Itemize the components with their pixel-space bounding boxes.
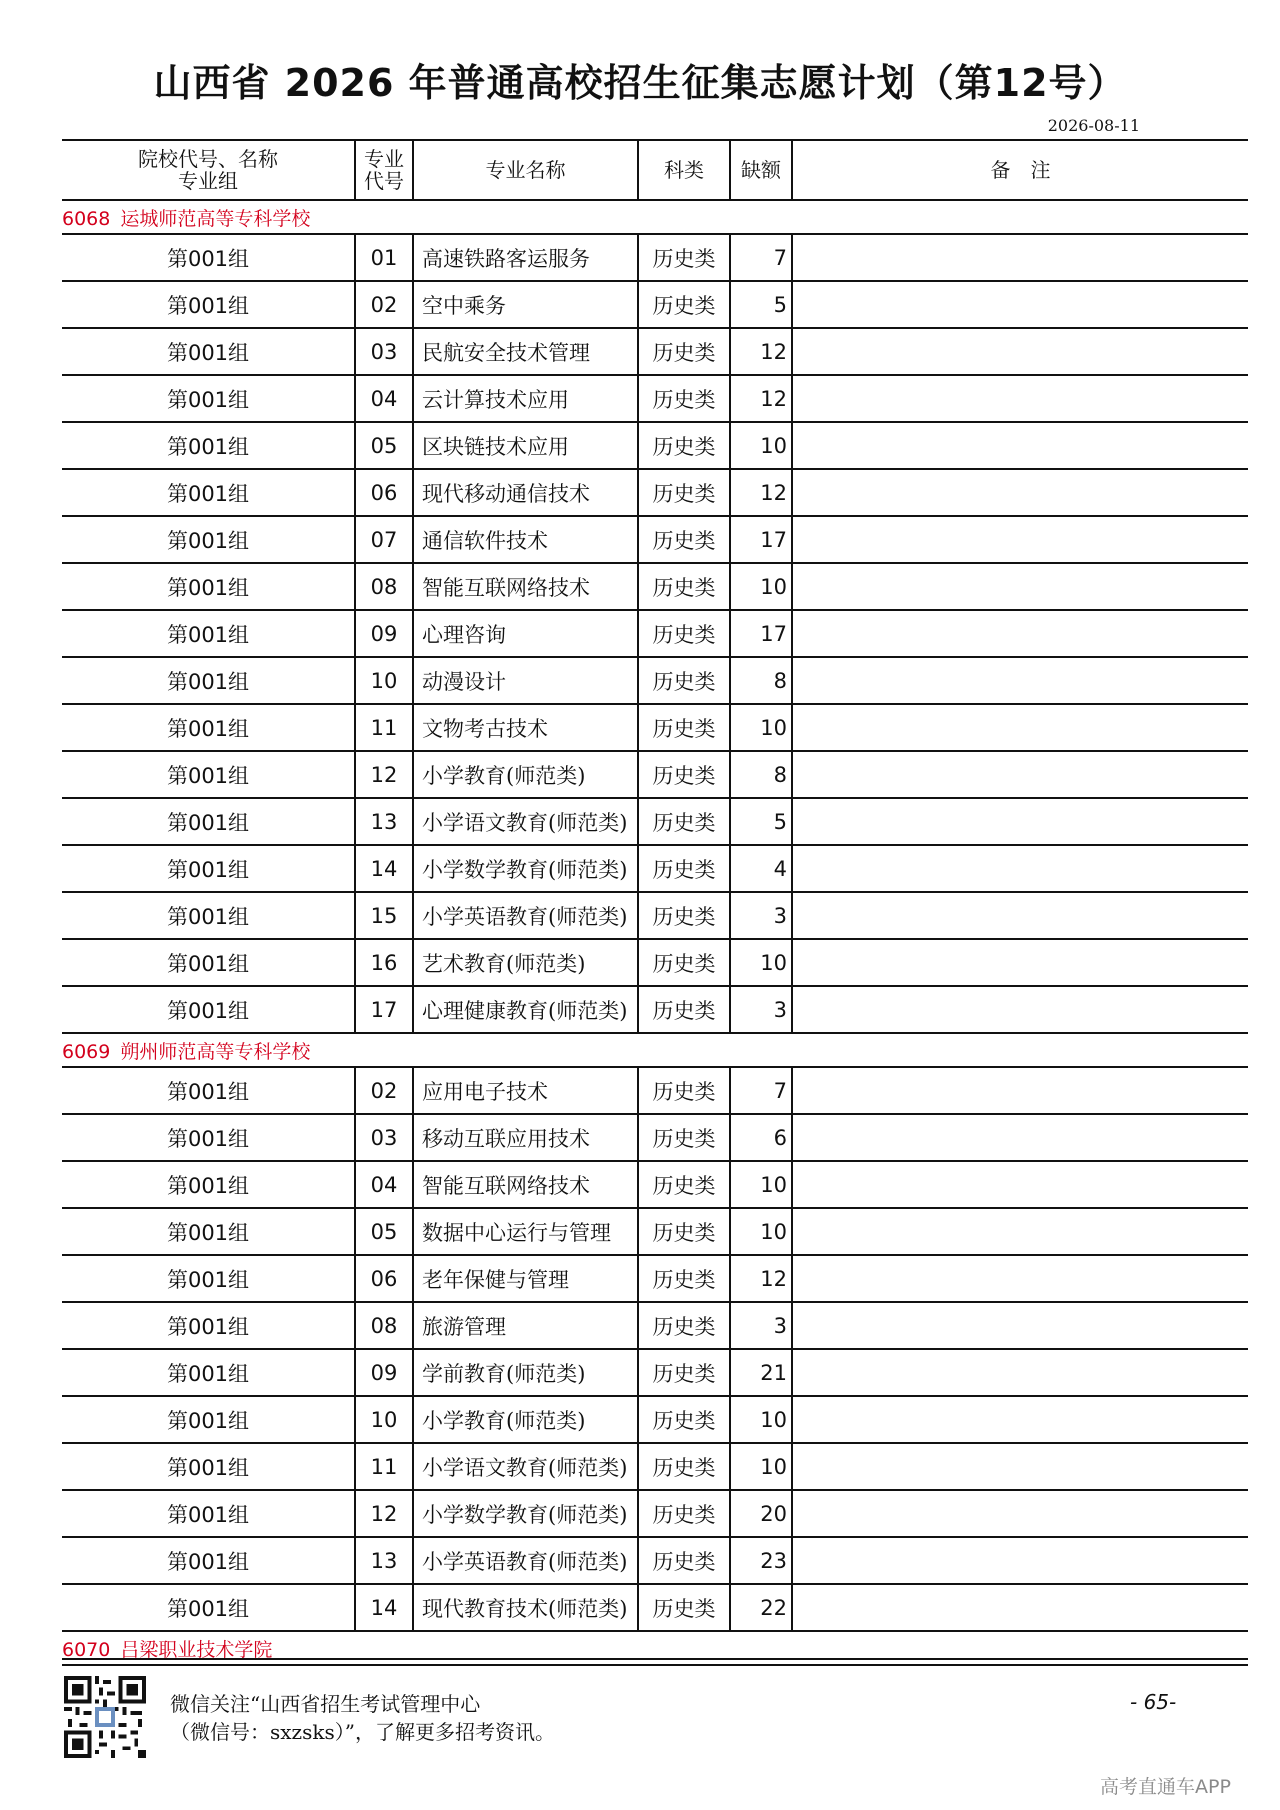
major-name-cell: 心理咨询 <box>413 610 638 657</box>
major-code-cell: 04 <box>355 375 413 422</box>
header-vacancy: 缺额 <box>730 140 792 200</box>
vacancy-cell: 20 <box>730 1490 792 1537</box>
group-cell: 第001组 <box>62 610 355 657</box>
remark-cell <box>792 281 1248 328</box>
footer-note <box>170 1690 555 1746</box>
table-row <box>62 1537 1248 1584</box>
group-cell: 第001组 <box>62 845 355 892</box>
remark-cell <box>792 892 1248 939</box>
category-cell: 历史类 <box>638 281 730 328</box>
remark-cell <box>792 516 1248 563</box>
school-header-cell <box>62 1033 1248 1067</box>
remark-cell <box>792 1490 1248 1537</box>
vacancy-cell: 5 <box>730 798 792 845</box>
vacancy-cell: 7 <box>730 234 792 281</box>
category-cell: 历史类 <box>638 422 730 469</box>
table-header-row <box>62 140 1248 200</box>
major-name-cell: 心理健康教育(师范类) <box>413 986 638 1033</box>
vacancy-cell: 12 <box>730 328 792 375</box>
table-row <box>62 751 1248 798</box>
remark-cell <box>792 704 1248 751</box>
vacancy-cell: 3 <box>730 892 792 939</box>
major-code-cell: 11 <box>355 704 413 751</box>
category-cell: 历史类 <box>638 1302 730 1349</box>
table-row <box>62 798 1248 845</box>
category-cell: 历史类 <box>638 892 730 939</box>
remark-cell <box>792 1443 1248 1490</box>
group-cell: 第001组 <box>62 892 355 939</box>
vacancy-cell: 12 <box>730 1255 792 1302</box>
vacancy-cell: 10 <box>730 939 792 986</box>
major-name-cell: 智能互联网络技术 <box>413 1161 638 1208</box>
vacancy-cell: 8 <box>730 751 792 798</box>
major-code-cell: 02 <box>355 281 413 328</box>
major-name-cell: 数据中心运行与管理 <box>413 1208 638 1255</box>
vacancy-cell: 10 <box>730 1396 792 1443</box>
school-name: 吕梁职业技术学院 <box>120 1638 273 1661</box>
vacancy-cell: 5 <box>730 281 792 328</box>
remark-cell <box>792 422 1248 469</box>
header-school-group-line2: 专业组 <box>178 169 238 193</box>
remark-cell <box>792 1114 1248 1161</box>
group-cell: 第001组 <box>62 1537 355 1584</box>
major-name-cell: 通信软件技术 <box>413 516 638 563</box>
group-cell: 第001组 <box>62 751 355 798</box>
group-cell: 第001组 <box>62 1067 355 1114</box>
category-cell: 历史类 <box>638 563 730 610</box>
group-cell: 第001组 <box>62 1584 355 1631</box>
major-code-cell: 01 <box>355 234 413 281</box>
remark-cell <box>792 798 1248 845</box>
vacancy-cell: 21 <box>730 1349 792 1396</box>
header-major-name: 专业名称 <box>413 140 638 200</box>
table-row <box>62 328 1248 375</box>
remark-cell <box>792 1302 1248 1349</box>
page-number: - 65- <box>1130 1690 1177 1714</box>
major-name-cell: 云计算技术应用 <box>413 375 638 422</box>
remark-cell <box>792 328 1248 375</box>
school-header-row <box>62 200 1248 234</box>
vacancy-cell: 10 <box>730 1208 792 1255</box>
school-code: 6069 <box>62 1040 111 1063</box>
category-cell: 历史类 <box>638 1349 730 1396</box>
group-cell: 第001组 <box>62 986 355 1033</box>
major-code-cell: 08 <box>355 1302 413 1349</box>
group-cell: 第001组 <box>62 1490 355 1537</box>
header-major-code-line1: 专业 <box>364 147 404 171</box>
category-cell: 历史类 <box>638 657 730 704</box>
qr-code-icon <box>64 1676 146 1758</box>
remark-cell <box>792 1349 1248 1396</box>
table-row <box>62 375 1248 422</box>
category-cell: 历史类 <box>638 1490 730 1537</box>
footer-note-line2: （微信号：sxzsks）”，了解更多招考资讯。 <box>170 1720 555 1744</box>
footer-note-line1: 微信关注“山西省招生考试管理中心 <box>170 1692 481 1716</box>
header-remark: 备 注 <box>792 140 1248 200</box>
major-name-cell: 艺术教育(师范类) <box>413 939 638 986</box>
group-cell: 第001组 <box>62 563 355 610</box>
major-name-cell: 空中乘务 <box>413 281 638 328</box>
table-row <box>62 234 1248 281</box>
group-cell: 第001组 <box>62 422 355 469</box>
major-name-cell: 应用电子技术 <box>413 1067 638 1114</box>
app-watermark: 高考直通车APP <box>1100 1776 1231 1798</box>
vacancy-cell: 12 <box>730 375 792 422</box>
table-row <box>62 281 1248 328</box>
group-cell: 第001组 <box>62 1349 355 1396</box>
major-name-cell: 动漫设计 <box>413 657 638 704</box>
table-row <box>62 1114 1248 1161</box>
major-name-cell: 小学英语教育(师范类) <box>413 892 638 939</box>
major-name-cell: 区块链技术应用 <box>413 422 638 469</box>
table-row <box>62 939 1248 986</box>
vacancy-cell: 10 <box>730 422 792 469</box>
group-cell: 第001组 <box>62 375 355 422</box>
school-code: 6068 <box>62 207 111 230</box>
major-code-cell: 07 <box>355 516 413 563</box>
vacancy-cell: 3 <box>730 1302 792 1349</box>
school-code: 6070 <box>62 1638 111 1661</box>
table-row <box>62 704 1248 751</box>
table-row <box>62 1349 1248 1396</box>
table-row <box>62 1584 1248 1631</box>
table-row <box>62 1067 1248 1114</box>
major-name-cell: 民航安全技术管理 <box>413 328 638 375</box>
major-code-cell: 10 <box>355 1396 413 1443</box>
footer-divider <box>62 1658 1248 1660</box>
category-cell: 历史类 <box>638 1114 730 1161</box>
remark-cell <box>792 751 1248 798</box>
major-code-cell: 05 <box>355 1208 413 1255</box>
major-name-cell: 小学教育(师范类) <box>413 1396 638 1443</box>
group-cell: 第001组 <box>62 1443 355 1490</box>
category-cell: 历史类 <box>638 1255 730 1302</box>
vacancy-cell: 4 <box>730 845 792 892</box>
category-cell: 历史类 <box>638 610 730 657</box>
category-cell: 历史类 <box>638 1584 730 1631</box>
group-cell: 第001组 <box>62 798 355 845</box>
category-cell: 历史类 <box>638 234 730 281</box>
major-code-cell: 13 <box>355 1537 413 1584</box>
major-code-cell: 06 <box>355 1255 413 1302</box>
table-row <box>62 986 1248 1033</box>
major-name-cell: 小学语文教育(师范类) <box>413 798 638 845</box>
major-name-cell: 文物考古技术 <box>413 704 638 751</box>
remark-cell <box>792 1396 1248 1443</box>
group-cell: 第001组 <box>62 516 355 563</box>
table-row <box>62 1255 1248 1302</box>
group-cell: 第001组 <box>62 657 355 704</box>
category-cell: 历史类 <box>638 939 730 986</box>
major-name-cell: 小学英语教育(师范类) <box>413 1537 638 1584</box>
table-row <box>62 892 1248 939</box>
vacancy-cell: 12 <box>730 469 792 516</box>
major-name-cell: 学前教育(师范类) <box>413 1349 638 1396</box>
table-row <box>62 563 1248 610</box>
table-row <box>62 1302 1248 1349</box>
major-code-cell: 09 <box>355 1349 413 1396</box>
vacancy-cell: 8 <box>730 657 792 704</box>
group-cell: 第001组 <box>62 1114 355 1161</box>
group-cell: 第001组 <box>62 1396 355 1443</box>
vacancy-cell: 7 <box>730 1067 792 1114</box>
school-header-cell <box>62 200 1248 234</box>
major-code-cell: 14 <box>355 845 413 892</box>
remark-cell <box>792 610 1248 657</box>
major-name-cell: 旅游管理 <box>413 1302 638 1349</box>
category-cell: 历史类 <box>638 469 730 516</box>
category-cell: 历史类 <box>638 328 730 375</box>
category-cell: 历史类 <box>638 1067 730 1114</box>
vacancy-cell: 10 <box>730 1161 792 1208</box>
category-cell: 历史类 <box>638 1208 730 1255</box>
major-code-cell: 12 <box>355 1490 413 1537</box>
table-body <box>62 200 1248 1665</box>
major-code-cell: 08 <box>355 563 413 610</box>
major-name-cell: 小学数学教育(师范类) <box>413 845 638 892</box>
vacancy-cell: 10 <box>730 704 792 751</box>
category-cell: 历史类 <box>638 986 730 1033</box>
vacancy-cell: 23 <box>730 1537 792 1584</box>
school-name: 运城师范高等专科学校 <box>120 207 311 230</box>
major-code-cell: 03 <box>355 1114 413 1161</box>
remark-cell <box>792 1255 1248 1302</box>
category-cell: 历史类 <box>638 798 730 845</box>
group-cell: 第001组 <box>62 1161 355 1208</box>
major-code-cell: 15 <box>355 892 413 939</box>
vacancy-cell: 17 <box>730 516 792 563</box>
table-row <box>62 1443 1248 1490</box>
group-cell: 第001组 <box>62 1208 355 1255</box>
remark-cell <box>792 1067 1248 1114</box>
group-cell: 第001组 <box>62 704 355 751</box>
table-row <box>62 516 1248 563</box>
major-code-cell: 13 <box>355 798 413 845</box>
document-date: 2026-08-11 <box>1047 116 1140 135</box>
vacancy-cell: 22 <box>730 1584 792 1631</box>
header-major-code <box>355 140 413 200</box>
remark-cell <box>792 986 1248 1033</box>
group-cell: 第001组 <box>62 1302 355 1349</box>
major-name-cell: 现代教育技术(师范类) <box>413 1584 638 1631</box>
major-name-cell: 小学教育(师范类) <box>413 751 638 798</box>
remark-cell <box>792 469 1248 516</box>
major-code-cell: 16 <box>355 939 413 986</box>
remark-cell <box>792 1208 1248 1255</box>
remark-cell <box>792 375 1248 422</box>
table-row <box>62 1161 1248 1208</box>
enrollment-plan-table <box>62 139 1248 1666</box>
major-name-cell: 小学语文教育(师范类) <box>413 1443 638 1490</box>
major-code-cell: 06 <box>355 469 413 516</box>
category-cell: 历史类 <box>638 516 730 563</box>
category-cell: 历史类 <box>638 1537 730 1584</box>
remark-cell <box>792 657 1248 704</box>
category-cell: 历史类 <box>638 1443 730 1490</box>
remark-cell <box>792 1537 1248 1584</box>
major-code-cell: 04 <box>355 1161 413 1208</box>
vacancy-cell: 6 <box>730 1114 792 1161</box>
major-code-cell: 12 <box>355 751 413 798</box>
remark-cell <box>792 1161 1248 1208</box>
remark-cell <box>792 845 1248 892</box>
vacancy-cell: 10 <box>730 563 792 610</box>
table-row <box>62 1396 1248 1443</box>
major-code-cell: 05 <box>355 422 413 469</box>
major-code-cell: 03 <box>355 328 413 375</box>
school-name: 朔州师范高等专科学校 <box>120 1040 311 1063</box>
vacancy-cell: 10 <box>730 1443 792 1490</box>
category-cell: 历史类 <box>638 704 730 751</box>
major-name-cell: 小学数学教育(师范类) <box>413 1490 638 1537</box>
table-row <box>62 1490 1248 1537</box>
category-cell: 历史类 <box>638 845 730 892</box>
table-row <box>62 422 1248 469</box>
group-cell: 第001组 <box>62 939 355 986</box>
remark-cell <box>792 234 1248 281</box>
major-code-cell: 09 <box>355 610 413 657</box>
category-cell: 历史类 <box>638 1161 730 1208</box>
major-name-cell: 智能互联网络技术 <box>413 563 638 610</box>
major-name-cell: 现代移动通信技术 <box>413 469 638 516</box>
major-code-cell: 17 <box>355 986 413 1033</box>
group-cell: 第001组 <box>62 328 355 375</box>
table-row <box>62 469 1248 516</box>
category-cell: 历史类 <box>638 375 730 422</box>
remark-cell <box>792 563 1248 610</box>
group-cell: 第001组 <box>62 1255 355 1302</box>
category-cell: 历史类 <box>638 1396 730 1443</box>
major-code-cell: 02 <box>355 1067 413 1114</box>
group-cell: 第001组 <box>62 234 355 281</box>
remark-cell <box>792 1584 1248 1631</box>
major-code-cell: 10 <box>355 657 413 704</box>
header-major-code-line2: 代号 <box>364 169 404 193</box>
vacancy-cell: 17 <box>730 610 792 657</box>
header-category: 科类 <box>638 140 730 200</box>
major-name-cell: 老年保健与管理 <box>413 1255 638 1302</box>
header-school-group <box>62 140 355 200</box>
vacancy-cell: 3 <box>730 986 792 1033</box>
table-row <box>62 845 1248 892</box>
school-header-row <box>62 1033 1248 1067</box>
major-name-cell: 移动互联应用技术 <box>413 1114 638 1161</box>
group-cell: 第001组 <box>62 469 355 516</box>
group-cell: 第001组 <box>62 281 355 328</box>
major-name-cell: 高速铁路客运服务 <box>413 234 638 281</box>
header-school-group-line1: 院校代号、名称 <box>138 147 278 171</box>
table-row <box>62 1208 1248 1255</box>
table-row <box>62 610 1248 657</box>
major-code-cell: 14 <box>355 1584 413 1631</box>
table-row <box>62 657 1248 704</box>
major-code-cell: 11 <box>355 1443 413 1490</box>
remark-cell <box>792 939 1248 986</box>
document-title: 山西省 2026 年普通高校招生征集志愿计划（第12号） <box>153 61 1127 105</box>
category-cell: 历史类 <box>638 751 730 798</box>
